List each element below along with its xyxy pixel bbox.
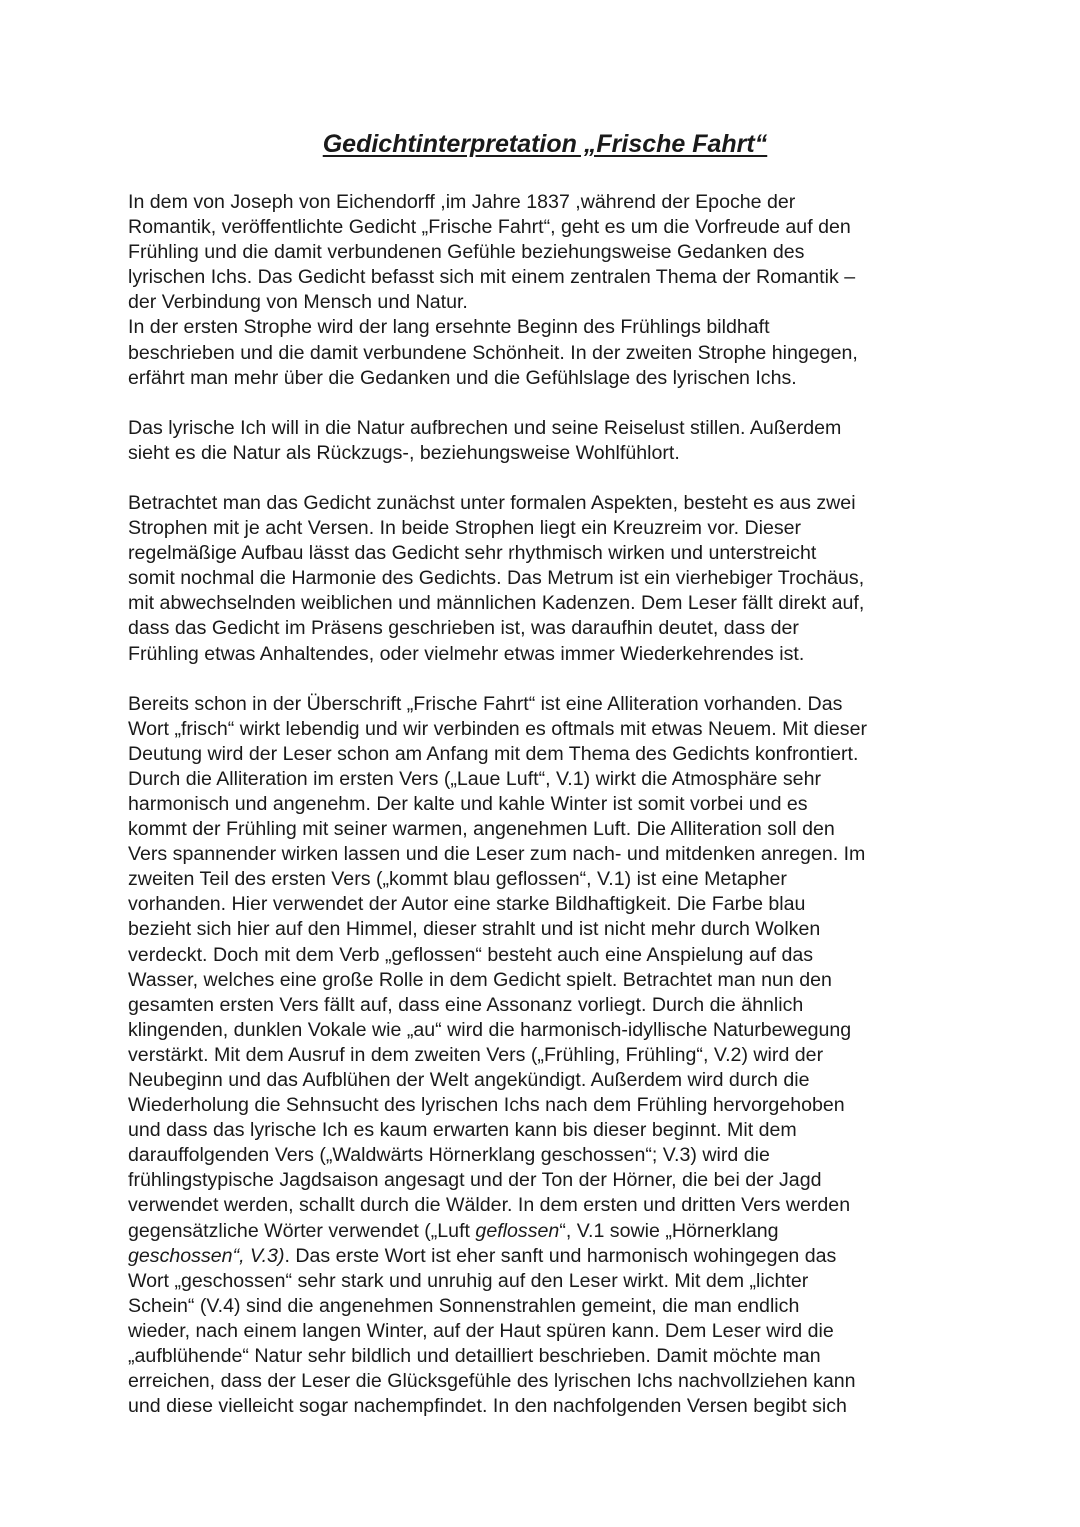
text-line: verwendet werden, schallt durch die Wälder. In dem ersten und dritten Vers werden (128, 1194, 851, 1217)
text-line: Wasser, welches eine große Rolle in dem Gedicht spielt. Betrachtet man nun den (128, 968, 832, 991)
paragraph-intro (128, 190, 958, 391)
text-line: lyrischen Ichs. Das Gedicht befasst sich mit einem zentralen Thema der Romantik – (128, 266, 856, 289)
text-line: Strophen mit je acht Versen. In beide Strophen liegt ein Kreuzreim vor. Dieser (128, 517, 802, 540)
text-line: Schein“ (V.4) sind die angenehmen Sonnenstrahlen gemeint, die man endlich (128, 1294, 800, 1317)
text-run: gegensätzliche Wörter verwendet („Luft (128, 1219, 476, 1242)
text-run: . Das erste Wort ist eher sanft und harmonisch wohingegen das (284, 1244, 837, 1267)
text-line: bezieht sich hier auf den Himmel, dieser strahlt und ist nicht mehr durch Wolken (128, 918, 821, 941)
paragraph-formal-aspects (128, 491, 958, 667)
text-line: Wort „frisch“ wirkt lebendig und wir verbinden es oftmals mit etwas Neuem. Mit dieser (128, 717, 868, 740)
text-line: Betrachtet man das Gedicht zunächst unter formalen Aspekten, besteht es aus zwei (128, 491, 856, 514)
text-line: klingenden, dunklen Vokale wie „au“ wird die harmonisch-idyllische Naturbewegung (128, 1018, 852, 1041)
text-line: beschrieben und die damit verbundene Schönheit. In der zweiten Strophe hingegen, (128, 341, 858, 364)
text-line: erfährt man mehr über die Gedanken und die Gefühlslage des lyrischen Ichs. (128, 366, 797, 389)
text-line: dass das Gedicht im Präsens geschrieben ist, was daraufhin deutet, dass der (128, 617, 799, 640)
text-line: „aufblühende“ Natur sehr bildlich und detailliert beschrieben. Damit möchte man (128, 1345, 821, 1368)
text-line: darauffolgenden Vers („Waldwärts Hörnerklang geschossen“; V.3) wird die (128, 1144, 770, 1167)
paragraph-gap (128, 391, 958, 416)
text-line: mit abwechselnden weiblichen und männlichen Kadenzen. Dem Leser fällt direkt auf, (128, 592, 865, 615)
text-line: Neubeginn und das Aufblühen der Welt angekündigt. Außerdem wird durch die (128, 1069, 810, 1091)
paragraph-analysis (128, 692, 958, 1420)
paragraph-gap (128, 466, 958, 491)
text-line: gesamten ersten Vers fällt auf, dass eine Assonanz vorliegt. Durch die ähnlich (128, 993, 804, 1016)
text-run: “, V.1 sowie „Hörnerklang (559, 1219, 779, 1242)
text-line: Deutung wird der Leser schon am Anfang mit dem Thema des Gedichts konfrontiert. (128, 742, 859, 765)
paragraph-lyrical-self (128, 416, 958, 466)
text-line: somit nochmal die Harmonie des Gedichts. Das Metrum ist ein vierhebiger Trochäus, (128, 567, 865, 590)
text-line: und dass das lyrische Ich es kaum erwarten kann bis dieser beginnt. Mit dem (128, 1119, 797, 1142)
text-line: frühlingstypische Jagdsaison angesagt und der Ton der Hörner, die bei der Jagd (128, 1169, 822, 1192)
text-line: Frühling und die damit verbundenen Gefühle beziehungsweise Gedanken des (128, 241, 805, 264)
text-line: vorhanden. Hier verwendet der Autor eine starke Bildhaftigkeit. Die Farbe blau (128, 893, 806, 916)
text-line: der Verbindung von Mensch und Natur. (128, 291, 468, 314)
text-line: erreichen, dass der Leser die Glücksgefühle des lyrischen Ichs nachvollziehen kann (128, 1370, 856, 1393)
text-line-mixed (128, 1244, 958, 1269)
paragraph-gap (128, 667, 958, 692)
document-title: Gedichtinterpretation „Frische Fahrt“ (322, 130, 768, 158)
text-line: und diese vielleicht sogar nachempfindet. In den nachfolgenden Versen begibt sich (128, 1395, 847, 1418)
text-line: Frühling etwas Anhaltendes, oder vielmehr etwas immer Wiederkehrendes ist. (128, 642, 805, 665)
text-line-mixed (128, 1219, 958, 1244)
text-line: Romantik, veröffentlichte Gedicht „Frische Fahrt“, geht es um die Vorfreude auf den (128, 216, 851, 239)
text-run-italic: geschossen“, V.3) (128, 1244, 285, 1267)
text-line: zweiten Teil des ersten Vers („kommt blau geflossen“, V.1) ist eine Metapher (128, 868, 787, 891)
text-line: verstärkt. Mit dem Ausruf in dem zweiten Vers („Frühling, Frühling“, V.2) wird der (128, 1043, 824, 1066)
text-line: Bereits schon in der Überschrift „Frische Fahrt“ ist eine Alliteration vorhanden. Das (128, 692, 843, 715)
text-line: Das lyrische Ich will in die Natur aufbrechen und seine Reiselust stillen. Außerdem (128, 416, 842, 439)
text-line: kommt der Frühling mit seiner warmen, angenehmen Luft. Die Alliteration soll den (128, 818, 835, 841)
document-page (128, 125, 958, 1419)
text-run-italic: geflossen (475, 1219, 560, 1242)
text-line: Wiederholung die Sehnsucht des lyrischen Ichs nach dem Frühling hervorgehoben (128, 1094, 845, 1117)
text-line: In dem von Joseph von Eichendorff ,im Jahre 1837 ,während der Epoche der (128, 191, 796, 213)
text-line: sieht es die Natur als Rückzugs-, beziehungsweise Wohlfühlort. (128, 441, 680, 464)
text-line: In der ersten Strophe wird der lang ersehnte Beginn des Frühlings bildhaft (128, 316, 770, 339)
text-line: harmonisch und angenehm. Der kalte und kahle Winter ist somit vorbei und es (128, 792, 808, 815)
text-line: Durch die Alliteration im ersten Vers („Laue Luft“, V.1) wirkt die Atmosphäre sehr (128, 767, 821, 790)
text-line: regelmäßige Aufbau lässt das Gedicht sehr rhythmisch wirken und unterstreicht (128, 542, 817, 565)
text-line: wieder, nach einem langen Winter, auf der Haut spüren kann. Dem Leser wird die (128, 1319, 834, 1342)
text-line: verdeckt. Doch mit dem Verb „geflossen“ besteht auch eine Anspielung auf das (128, 943, 814, 966)
text-line: Vers spannender wirken lassen und die Leser zum nach- und mitdenken anregen. Im (128, 843, 866, 866)
text-line: Wort „geschossen“ sehr stark und unruhig auf den Leser wirkt. Mit dem „lichter (128, 1269, 809, 1292)
